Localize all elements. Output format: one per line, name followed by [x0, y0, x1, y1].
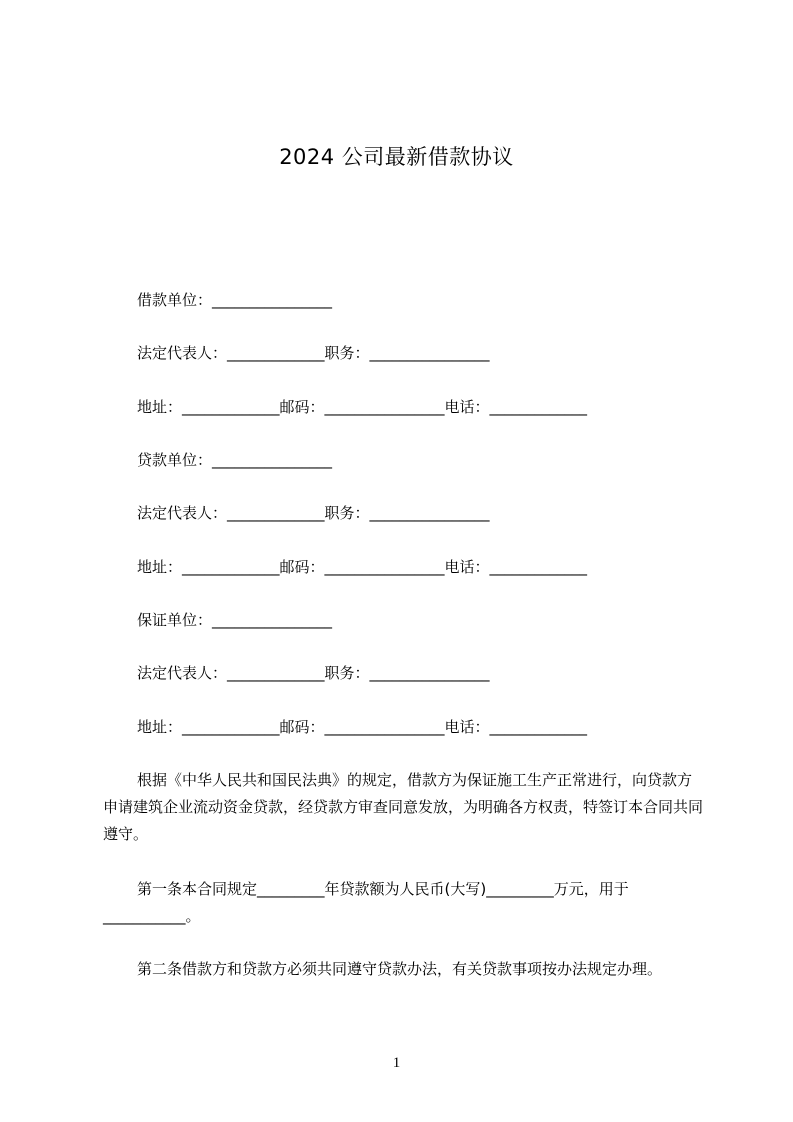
guarantor-address-line: 地址：_____________邮码：________________电话：_____________ [137, 718, 588, 736]
guarantor-unit-line: 保证单位：________________ [137, 611, 333, 629]
lender-unit-line: 贷款单位：________________ [137, 451, 333, 469]
borrower-representative-line: 法定代表人：_____________职务：________________ [137, 344, 490, 362]
article-one-paragraph: 第一条本合同规定_________年贷款额为人民币(大写)_________万元，用于___________。 [103, 880, 629, 925]
lender-address-line: 地址：_____________邮码：________________电话：_____________ [137, 558, 588, 576]
lender-representative-line: 法定代表人：_____________职务：________________ [137, 504, 490, 522]
page-number: 1 [392, 1055, 401, 1071]
borrower-address-line: 地址：_____________邮码：________________电话：_____________ [137, 398, 588, 416]
guarantor-representative-line: 法定代表人：_____________职务：________________ [137, 664, 490, 682]
article-two-paragraph: 第二条借款方和贷款方必须共同遵守贷款办法，有关贷款事项按办法规定办理。 [137, 960, 663, 978]
document-title: 2024 公司最新借款协议 [279, 145, 514, 169]
intro-paragraph: 根据《中华人民共和国民法典》的规定，借款方为保证施工生产正常进行，向贷款方申请建筑企业流动资金贷款，经贷款方审查同意发放，为明确各方权责，特签订本合同共同遵守。 [103, 771, 704, 843]
borrower-unit-line: 借款单位：________________ [137, 291, 333, 309]
